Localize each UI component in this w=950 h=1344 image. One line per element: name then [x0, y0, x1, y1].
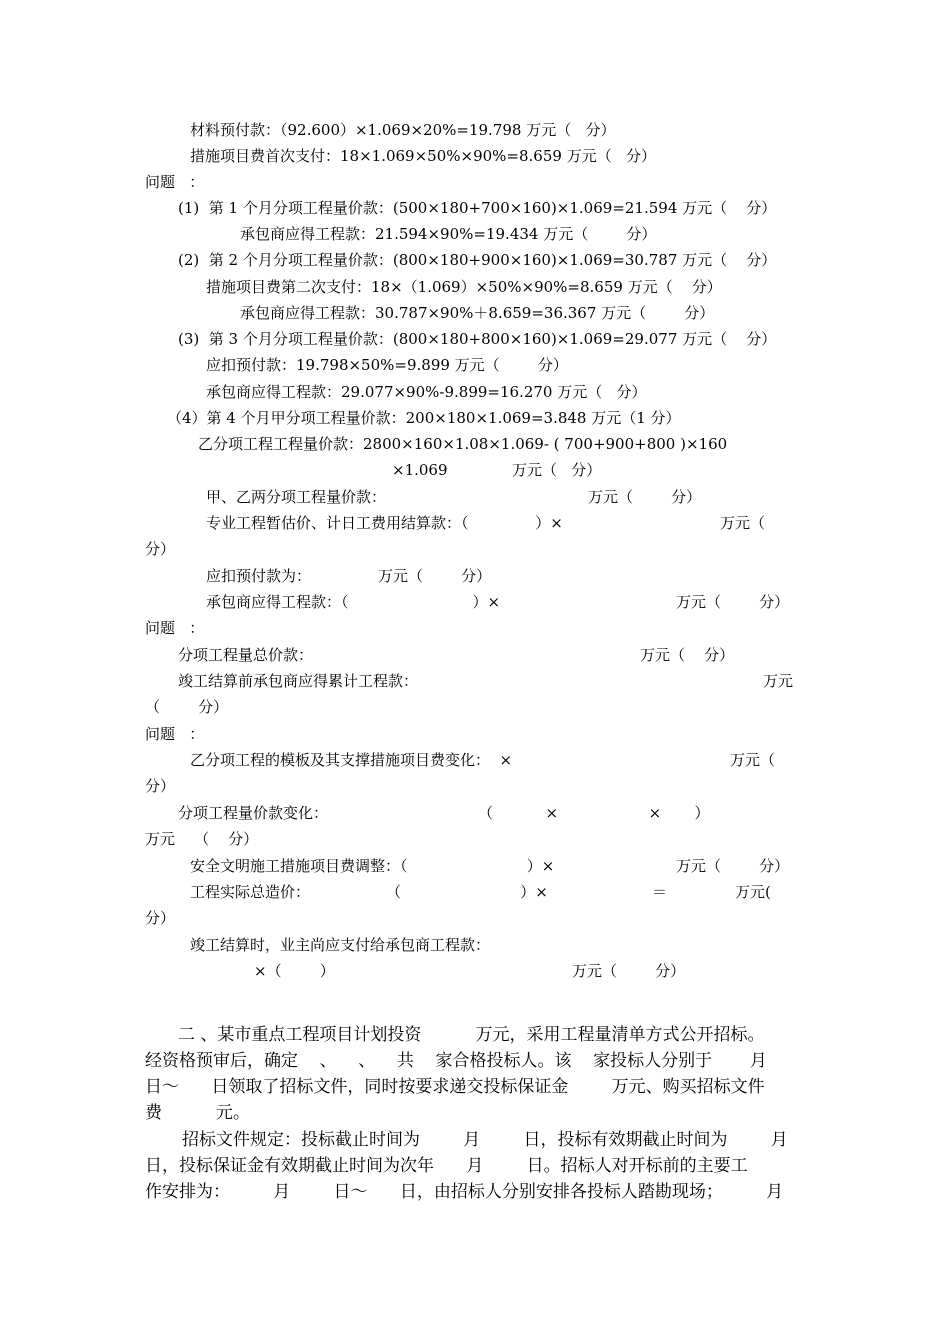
line-safety-adjustment-unit: 万元（ 分） — [676, 857, 790, 875]
case-two-para-4: 费 元。 — [145, 1103, 251, 1123]
line-month4-due-unit: 万元（ 分） — [676, 593, 790, 611]
question-heading: 问题 ： — [145, 173, 205, 191]
line-safety-adjustment: 安全文明施工措施项目费调整：（ ）× — [190, 857, 555, 875]
question-heading: 问题 ： — [145, 619, 205, 637]
line-actual-total-cost: 工程实际总造价： — [190, 883, 311, 901]
line-month4-item-b-unit: 万元（ 分） — [512, 461, 602, 479]
line-month4-item-a: （4）第 4 个月甲分项工程量价款：200×180×1.069=3.848 万元（1 分） — [167, 409, 681, 427]
case-two-para-7: 作安排为： 月 日～ 日，由招标人分别安排各投标人踏勘现场； 月 — [145, 1182, 784, 1202]
line-item-price-change: 分项工程量价款变化： — [178, 804, 329, 822]
line-measures-second-payment: 措施项目费第二次支付：18×（1.069）×50%×90%=8.659 万元（ 分） — [206, 278, 722, 296]
case-two-para-3: 日～ 日领取了招标文件，同时按要求递交投标保证金 万元、购买招标文件 — [145, 1077, 765, 1097]
line-month4-item-b: 乙分项工程工程量价款：2800×160×1.08×1.069- ( 700+900+800 )×160 — [198, 435, 728, 453]
line-items-ab-total: 甲、乙两分项工程量价款： — [206, 488, 387, 506]
line-month4-item-b-cont: ×1.069 — [392, 461, 448, 479]
case-two-para-2: 经资格预审后，确定 、 、 共 家合格投标人。该 家投标人分别于 月 — [145, 1051, 767, 1071]
line-actual-total-cost-formula: （ ）× — [386, 883, 548, 901]
line-provisional-sum: 专业工程暂估价、计日工费用结算款：（ ）× — [206, 514, 563, 532]
line-formwork-change-score: 分） — [145, 777, 176, 795]
line-provisional-sum-score: 分） — [145, 540, 176, 558]
line-final-payment: 竣工结算时，业主尚应支付给承包商工程款： — [190, 936, 491, 954]
line-month4-deduction: 应扣预付款为： — [206, 567, 312, 585]
line-month2-due: 承包商应得工程款：30.787×90%＋8.659=36.367 万元（ 分） — [240, 304, 715, 322]
line-cumulative-due-unit: 万元 — [763, 672, 794, 690]
line-month1-due: 承包商应得工程款：21.594×90%=19.434 万元（ 分） — [240, 225, 657, 243]
line-month3-deduction: 应扣预付款：19.798×50%=9.899 万元（ 分） — [206, 356, 568, 374]
line-measures-first-payment: 措施项目费首次支付：18×1.069×50%×90%=8.659 万元（ 分） — [190, 147, 656, 165]
line-total-item-price: 分项工程量总价款： — [178, 646, 314, 664]
line-formwork-change-unit: 万元（ — [730, 751, 776, 769]
line-actual-total-cost-score: 分） — [145, 909, 176, 927]
case-two-para-6: 日，投标保证金有效期截止时间为次年 月 日。招标人对开标前的主要工 — [145, 1156, 748, 1176]
line-month1-price: (1) 第 1 个月分项工程量价款：(500×180+700×160)×1.069=21.594 万元（ 分） — [178, 199, 777, 217]
line-items-ab-unit: 万元（ 分） — [588, 488, 702, 506]
question-heading: 问题 ： — [145, 725, 205, 743]
line-final-payment-formula: ×（ ） — [254, 962, 335, 980]
case-two-para-1: 二 、某市重点工程项目计划投资 万元，采用工程量清单方式公开招标。 — [178, 1025, 765, 1045]
line-item-price-change-unit: 万元 （ 分） — [145, 830, 259, 848]
line-actual-total-cost-unit: 万元( — [735, 883, 771, 901]
line-total-item-price-unit: 万元（ 分） — [640, 646, 735, 664]
line-month3-due: 承包商应得工程款：29.077×90%-9.899=16.270 万元（ 分） — [206, 383, 647, 401]
line-cumulative-due: 竣工结算前承包商应得累计工程款： — [178, 672, 419, 690]
line-month4-due: 承包商应得工程款：（ ）× — [206, 593, 501, 611]
line-formwork-change: 乙分项工程的模板及其支撑措施项目费变化： × — [190, 751, 513, 769]
line-cumulative-due-score: （ 分） — [145, 698, 229, 716]
case-two-para-5: 招标文件规定：投标截止时间为 月 日，投标有效期截止时间为 月 — [182, 1130, 788, 1150]
line-month3-price: (3) 第 3 个月分项工程量价款：(800×180+800×160)×1.069=29.077 万元（ 分） — [178, 330, 777, 348]
line-month4-deduction-unit: 万元（ 分） — [378, 567, 492, 585]
line-provisional-sum-unit: 万元（ — [720, 514, 766, 532]
line-month2-price: (2) 第 2 个月分项工程量价款：(800×180+900×160)×1.069=30.787 万元（ 分） — [178, 251, 777, 269]
line-actual-total-cost-equals: ＝ — [652, 883, 668, 901]
line-item-price-change-formula: （ × × ） — [478, 804, 710, 822]
line-final-payment-unit: 万元（ 分） — [572, 962, 686, 980]
line-material-advance: 材料预付款：（92.600）×1.069×20%=19.798 万元（ 分） — [190, 121, 616, 139]
